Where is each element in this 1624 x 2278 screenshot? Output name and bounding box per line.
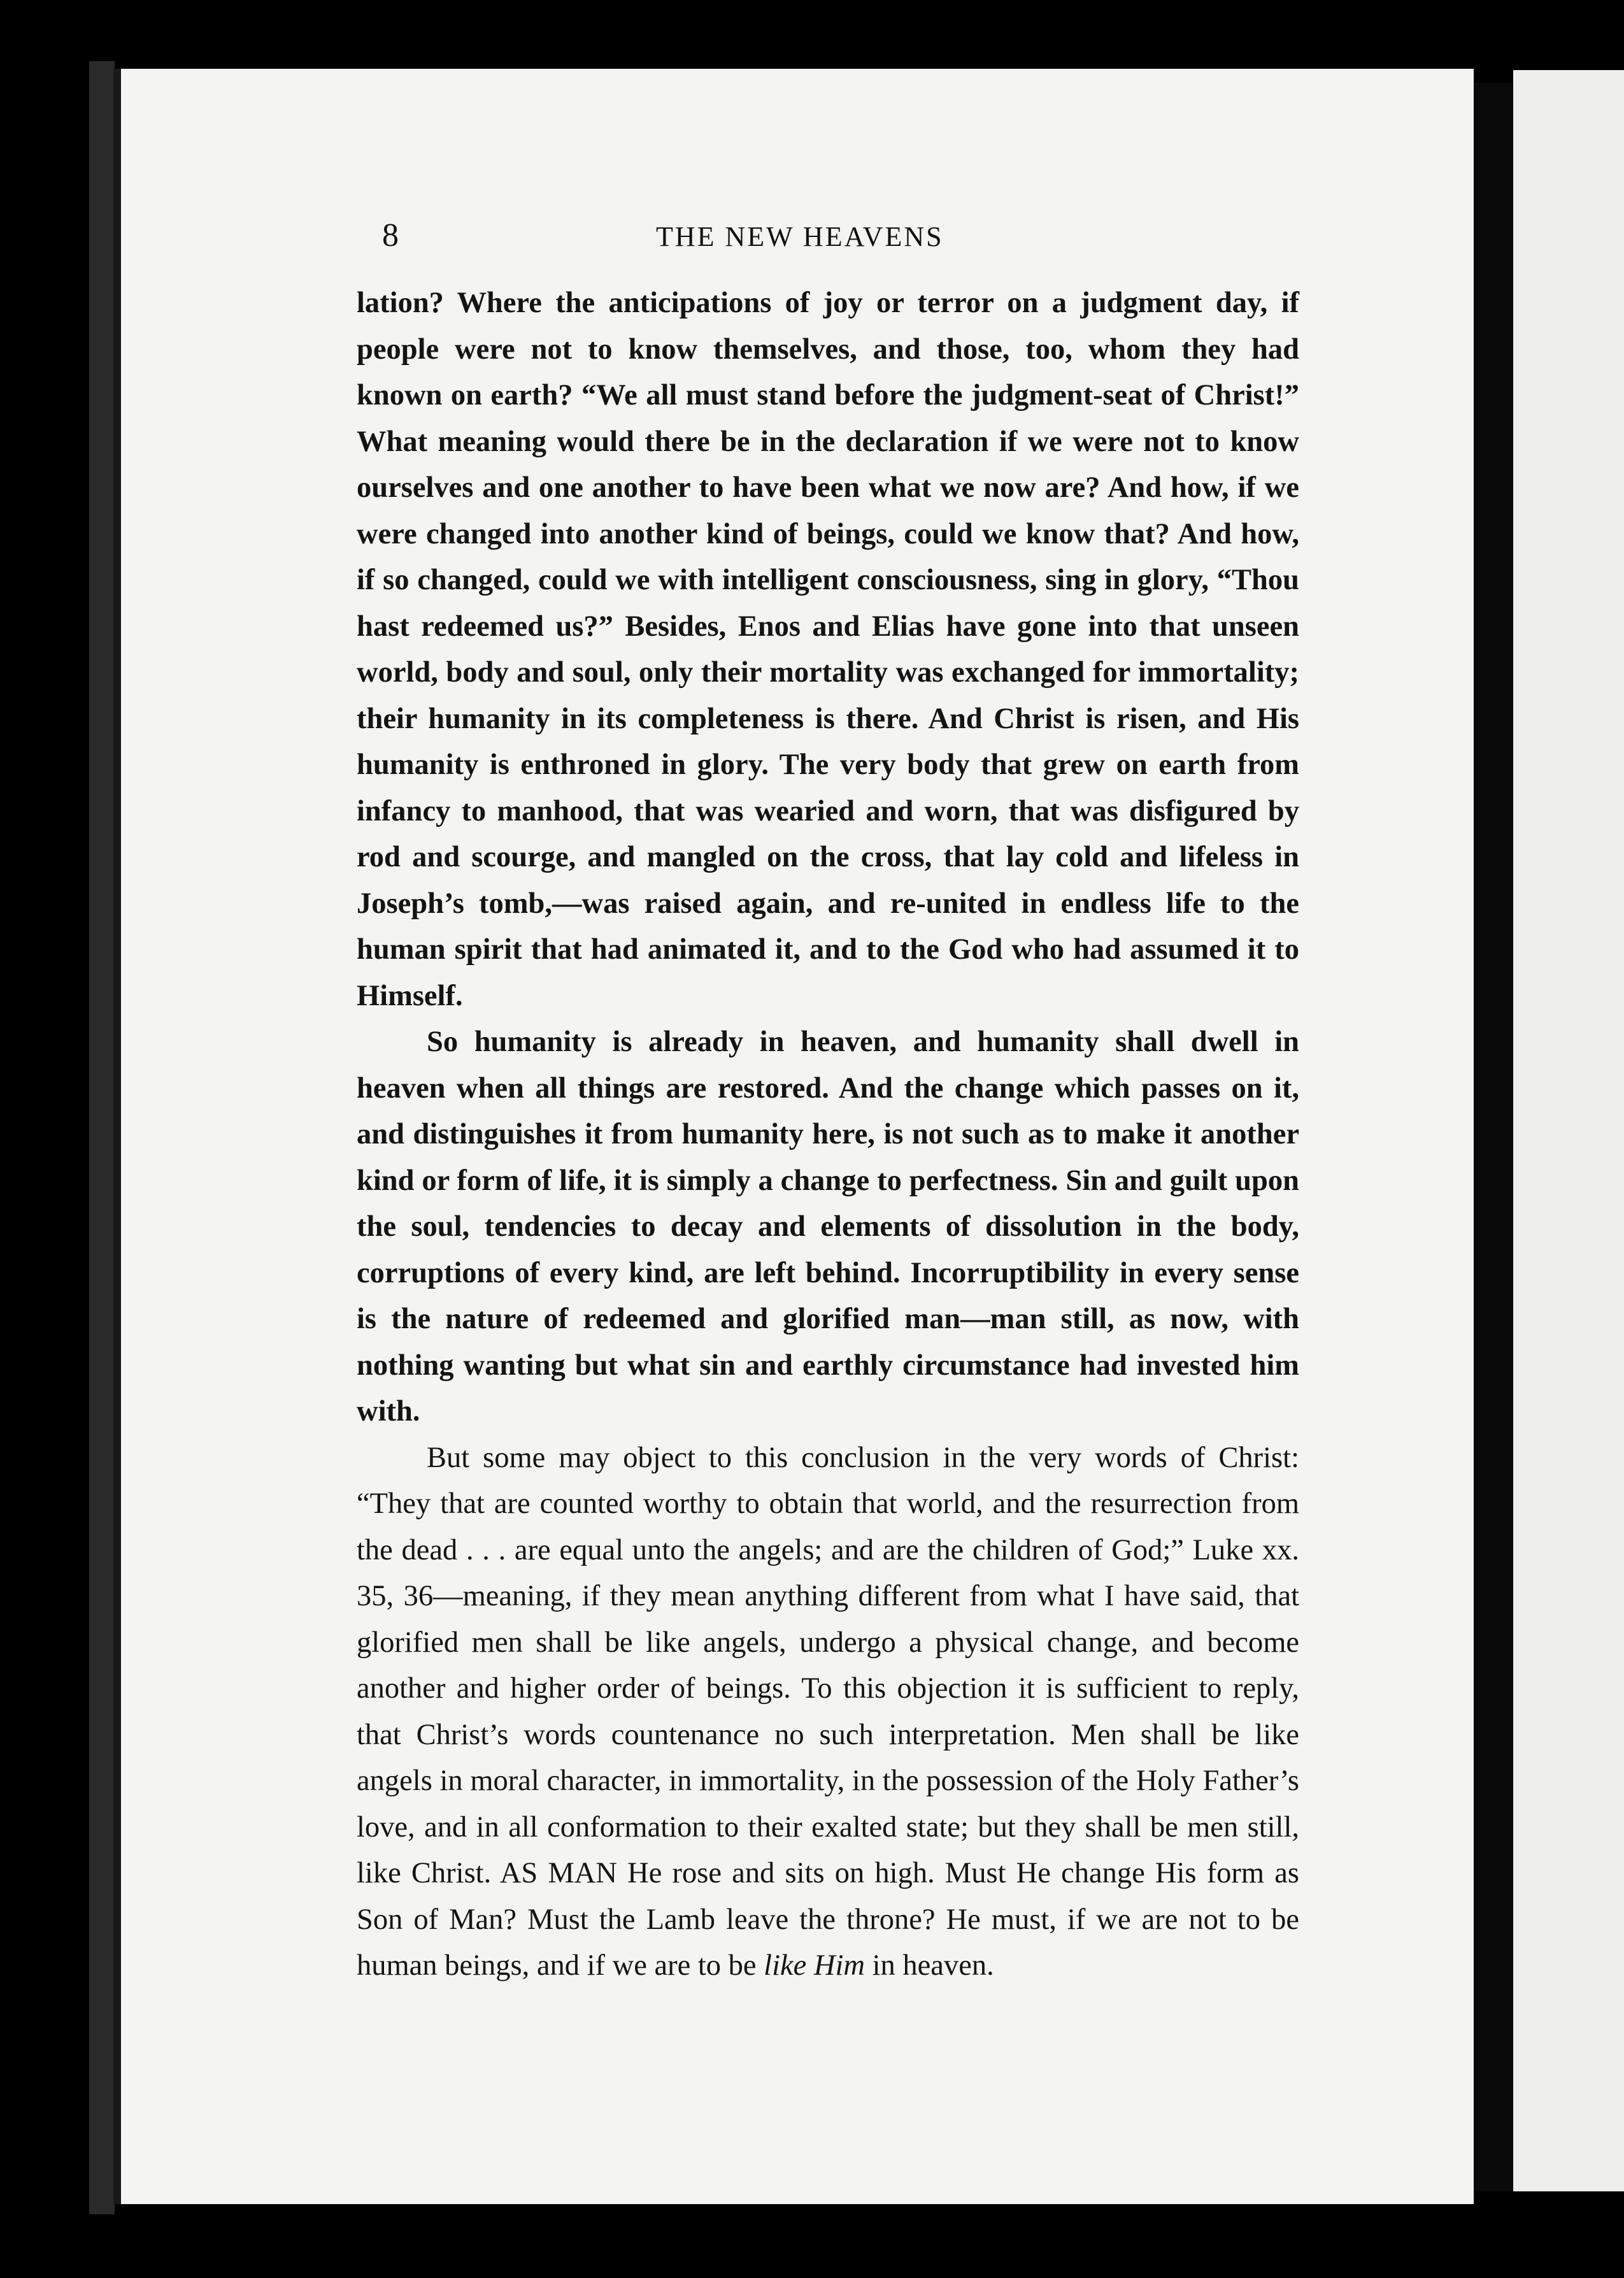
page-header <box>382 217 1286 261</box>
running-head: THE NEW HEAVENS <box>656 221 944 252</box>
paragraph-text: But some may object to this conclusion in the very words of Christ: “They that are counted worthy to obtain that world, and the resurrection from the dead . . . are equal unto the angels; and are the children of God;” Luke xx. 35, 36—meaning, if they mean anything different from what I have said, that glorified men shall be like angels, undergo a physical change, and become another and higher order of beings. To this objection it is sufficient to reply, that Christ’s words countenance no such interpretation. Men shall be like angels in moral character, in immortality, in the possession of the Holy Father’s love, and in all conformation to their exalted state; but they shall be men still, like Christ. AS MAN He rose and sits on high. Must He change His form as Son of Man? Must the Lamb leave the throne? He must, if we are not to be human beings, and if we are to be <box>357 1441 1299 1982</box>
paragraph: lation? Where the anticipations of joy or terror on a judgment day, if people were not to know themselves, and those, too, whom they had known on earth? “We all must stand before the judgment-seat of Christ!” What meaning would there be in the declaration if we were not to know ourselves and one another to have been what we now are? And how, if we were changed into another kind of beings, could we know that? And how, if so changed, could we with intelligent consciousness, sing in glory, “Thou hast redeemed us?” Besides, Enos and Elias have gone into that unseen world, body and soul, only their mortality was exchanged for immortality; their humanity in its completeness is there. And Christ is risen, and His humanity is enthroned in glory. The very body that grew on earth from infancy to manhood, that was wearied and worn, that was disfigured by rod and scourge, and mangled on the cross, that lay cold and lifeless in Joseph’s tomb,—was raised again, and re-united in endless life to the human spirit that had animated it, and to the God who had assumed it to Himself. <box>357 287 1299 1012</box>
page-number: 8 <box>382 217 399 254</box>
page-body <box>357 280 1299 1989</box>
facing-page-edge <box>1513 70 1624 2191</box>
paragraph-last <box>357 1435 1299 1989</box>
closing-text: in heaven. <box>865 1949 994 1982</box>
book-gutter <box>1474 83 1513 2191</box>
book-edge <box>89 61 115 2214</box>
paragraph: So humanity is already in heaven, and humanity shall dwell in heaven when all things are restored. And the change which passes on it, and distinguishes it from humanity here, is not such as to make it another kind or form of life, it is simply a change to perfectness. Sin and guilt upon the soul, tendencies to decay and elements of dissolution in the body, corruptions of every kind, are left behind. Incorruptibility in every sense is the nature of redeemed and glorified man—man still, as now, with nothing wanting but what sin and earthly circumstance had invested him with. <box>357 1026 1299 1428</box>
italic-phrase: like Him <box>764 1949 865 1982</box>
